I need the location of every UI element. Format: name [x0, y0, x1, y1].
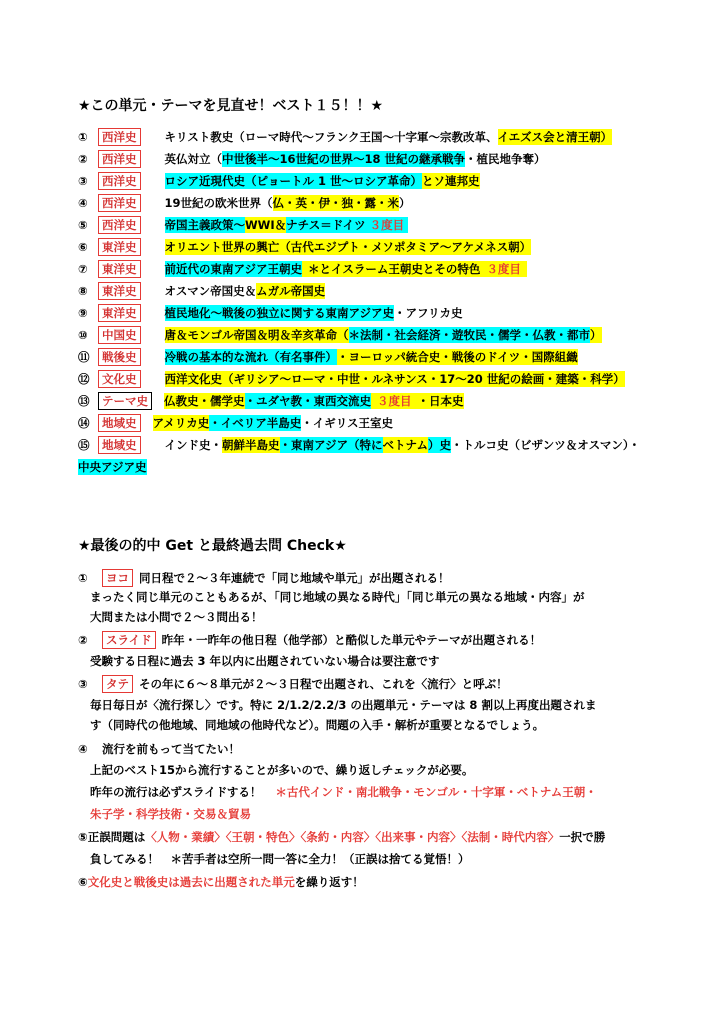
- list-item: [78, 435, 640, 454]
- tip-2: [78, 630, 541, 649]
- item-number: ⑥: [78, 239, 88, 254]
- highlight-text: WWⅠ＆: [245, 217, 287, 232]
- repeat-count-label: ３度目: [480, 261, 527, 277]
- item-number: ③: [78, 173, 88, 188]
- highlight-text: ムガル帝国史: [256, 283, 326, 298]
- tip-3: [78, 674, 508, 693]
- highlight-text: ロシア近現代史（ピョートル 1 世～ロシア革命）: [164, 173, 423, 188]
- category-tag: 文化史: [98, 370, 141, 388]
- highlight-text: ）史: [427, 437, 451, 452]
- tip-number: ②: [78, 632, 88, 647]
- list-item: [78, 347, 578, 366]
- tip-text: 大問または小問で２～３問出る！: [90, 610, 263, 624]
- red-emphasis-text: ＊古代インド・南北戦争・モンゴル・十字軍・ベトナム王朝・: [275, 785, 597, 799]
- item-number: ⑨: [78, 305, 88, 320]
- item-text: キリスト教史（ローマ時代～フランク王国～十字軍～宗教改革、: [164, 129, 498, 144]
- category-tag: テーマ史: [98, 392, 152, 410]
- tip-text: を繰り返す！: [294, 875, 364, 889]
- item-text: ・イギリス王室史: [301, 415, 393, 430]
- highlight-text: イエズス会と清王朝）: [497, 129, 613, 144]
- tip-text-line: [90, 783, 597, 801]
- highlight-text: ＊法制・社会経済・遊牧民・儒学・仏教・都市: [348, 327, 590, 342]
- red-emphasis-text: は過去に出題された: [168, 875, 272, 889]
- tip-text: その年に６～８単元が２～３日程で出題され、これを〈流行〉と呼ぶ！: [139, 676, 508, 691]
- section-1-title: ★この単元・テーマを見直せ！ベスト１５！！★: [78, 98, 384, 114]
- list-item: [78, 127, 612, 146]
- category-tag: 西洋史: [98, 150, 141, 168]
- item-text: ）: [399, 195, 411, 210]
- list-item: [78, 303, 462, 322]
- highlight-text: ・イベリア半島史: [209, 415, 302, 430]
- highlight-text: ギリシア～ローマ・中世・ルネサンス・17～20 世紀の絵画・建築・科学）: [233, 371, 625, 386]
- highlight-text: ＊とイスラーム王朝史とその特色: [302, 261, 480, 277]
- tip-4: [78, 739, 240, 758]
- highlight-text: 朝鮮半島史: [222, 437, 280, 452]
- tip-6: [78, 873, 364, 891]
- category-tag: 東洋史: [98, 282, 141, 300]
- item-number: ⑩: [78, 327, 88, 342]
- repeat-count-label: ３度目: [366, 217, 409, 233]
- highlight-text: ・ユダヤ教・東西交流史: [244, 393, 371, 408]
- item-text: ・トルコ史（ビザンツ＆オスマン）・: [450, 437, 641, 452]
- tip-text: 昨年・一昨年の他日程（他学部）と酷似した単元やテーマが出題される！: [161, 632, 542, 647]
- highlight-text: 冷戦の基本的な流れ（有名事件）: [164, 349, 337, 364]
- item-number: ④: [78, 195, 88, 210]
- item-number: ⑧: [78, 283, 88, 298]
- item-text: ・植民地争奪）: [465, 151, 546, 166]
- highlight-text: ）: [590, 327, 602, 342]
- section-2-title: ★最後の的中 Get と最終過去問 Check★: [78, 538, 347, 554]
- tip-text: 一択で勝: [559, 830, 606, 844]
- category-tag: 東洋史: [98, 238, 141, 256]
- highlight-text: 中世後半～16世紀の世界～18 世紀の継承戦争: [222, 151, 466, 166]
- tip-5: [78, 828, 605, 846]
- highlight-text: 仏・英・伊・独・露・米: [272, 195, 400, 210]
- category-tag: 西洋史: [98, 128, 141, 146]
- tip-text: 流行を前もって当てたい！: [102, 741, 240, 756]
- item-number: ⑬: [78, 393, 90, 408]
- tip-text: 受験する日程に過去 3 年以内に出題されていない場合は要注意です: [90, 654, 440, 668]
- item-text: インド史・: [164, 437, 222, 452]
- highlight-text: 前近代の東南アジア王朝史: [164, 261, 303, 276]
- list-item: [78, 171, 480, 190]
- tip-tag: スライド: [102, 631, 156, 649]
- list-item: [78, 325, 602, 344]
- tip-text: す（同時代の他地域、同地域の他時代など）。問題の入手・解析が重要となるでしょう。: [90, 718, 545, 732]
- red-emphasis-text: 文化史と戦後史: [87, 875, 169, 889]
- red-emphasis-text: 朱子学・科学技術・交易＆貿易: [90, 807, 251, 821]
- highlight-text: ・ヨーロッパ統合史・戦後のドイツ・国際組織: [337, 349, 578, 364]
- tip-tag: タテ: [102, 675, 133, 693]
- category-tag: 東洋史: [98, 260, 141, 278]
- item-number: ②: [78, 151, 88, 166]
- list-item: [78, 391, 464, 410]
- tip-text: まったく同じ単元のこともあるが、「同じ地域の異なる時代」「同じ単元の異なる地域・内容」が: [90, 590, 585, 604]
- list-item: [78, 413, 393, 432]
- item-text: 19世紀の欧米世界（: [164, 195, 273, 210]
- category-tag: 戦後史: [98, 348, 141, 366]
- category-tag: 西洋史: [98, 216, 141, 234]
- highlight-text: とソ連邦史: [422, 173, 480, 188]
- list-item: [78, 259, 527, 278]
- tip-tag: ヨコ: [102, 569, 133, 587]
- repeat-count-label: ３度目: [371, 393, 418, 409]
- highlight-text: ・東南アジア（特に: [279, 437, 383, 452]
- item-number: ⑮: [78, 437, 90, 452]
- highlight-text: ナチス＝ドイツ: [286, 217, 366, 232]
- red-emphasis-text: 〈人物・業績〉〈王朝・特色〉〈条約・内容〉〈出来事・内容〉〈法制・時代内容〉: [145, 830, 560, 844]
- list-item: [78, 281, 325, 300]
- item-number: ⑪: [78, 349, 90, 364]
- highlight-text: ・日本史: [417, 393, 464, 408]
- tip-text: 負してみる！ ＊苦手者は空所一問一答に全力！（正誤は捨てる覚悟！）: [90, 852, 470, 866]
- highlight-text: 植民地化～戦後の独立に関する東南アジア史: [164, 305, 395, 320]
- tip-number: ④: [78, 741, 88, 756]
- item-text: オスマン帝国史＆: [164, 283, 257, 298]
- red-emphasis-text: 単元: [271, 875, 295, 889]
- category-tag: 東洋史: [98, 304, 141, 322]
- tip-number: ⑤: [78, 830, 88, 844]
- list-item: [78, 237, 531, 256]
- tip-text: 正誤問題は: [87, 830, 146, 844]
- category-tag: 地域史: [98, 436, 141, 454]
- tip-text: 毎日毎日が〈流行探し〉です。特に 2/1.2/2.2/3 の出題単元・テーマは 8 割以上再度出題されま: [90, 698, 597, 712]
- highlight-text: 西洋文化史（: [164, 371, 234, 386]
- list-item-continued: [78, 457, 147, 476]
- highlight-text: 唐＆モンゴル帝国＆明＆辛亥革命（: [164, 327, 349, 342]
- item-number: ①: [78, 129, 88, 144]
- item-number: ⑤: [78, 217, 88, 232]
- highlight-text: 仏教史・儒学史: [164, 393, 245, 408]
- highlight-text: ベトナム: [382, 437, 428, 452]
- item-number: ⑫: [78, 371, 90, 386]
- list-item: [78, 215, 408, 234]
- list-item: [78, 369, 625, 388]
- highlight-text: 帝国主義政策～: [164, 217, 245, 232]
- item-text: ・アフリカ史: [394, 305, 463, 320]
- tip-text: 上記のベスト15から流行することが多いので、繰り返しチェックが必要。: [90, 763, 474, 777]
- tip-text: 昨年の流行は必ずスライドする！: [90, 785, 262, 799]
- highlight-text: アメリカ史: [152, 415, 210, 430]
- highlight-text: オリエント世界の興亡（古代エジプト・メソポタミア～アケメネス朝）: [164, 239, 532, 254]
- category-tag: 中国史: [98, 326, 141, 344]
- item-number: ⑭: [78, 415, 90, 430]
- tip-number: ⑥: [78, 875, 88, 889]
- list-item: [78, 193, 411, 212]
- item-number: ⑦: [78, 261, 88, 276]
- category-tag: 地域史: [98, 414, 141, 432]
- highlight-text: 中央アジア史: [78, 459, 147, 474]
- tip-number: ③: [78, 676, 88, 691]
- category-tag: 西洋史: [98, 172, 141, 190]
- category-tag: 西洋史: [98, 194, 141, 212]
- list-item: [78, 149, 546, 168]
- tip-number: ①: [78, 570, 88, 585]
- item-text: 英仏対立（: [164, 151, 222, 166]
- tip-text: 同日程で２～３年連続で「同じ地域や単元」が出題される！: [139, 570, 450, 585]
- tip-1: [78, 568, 450, 587]
